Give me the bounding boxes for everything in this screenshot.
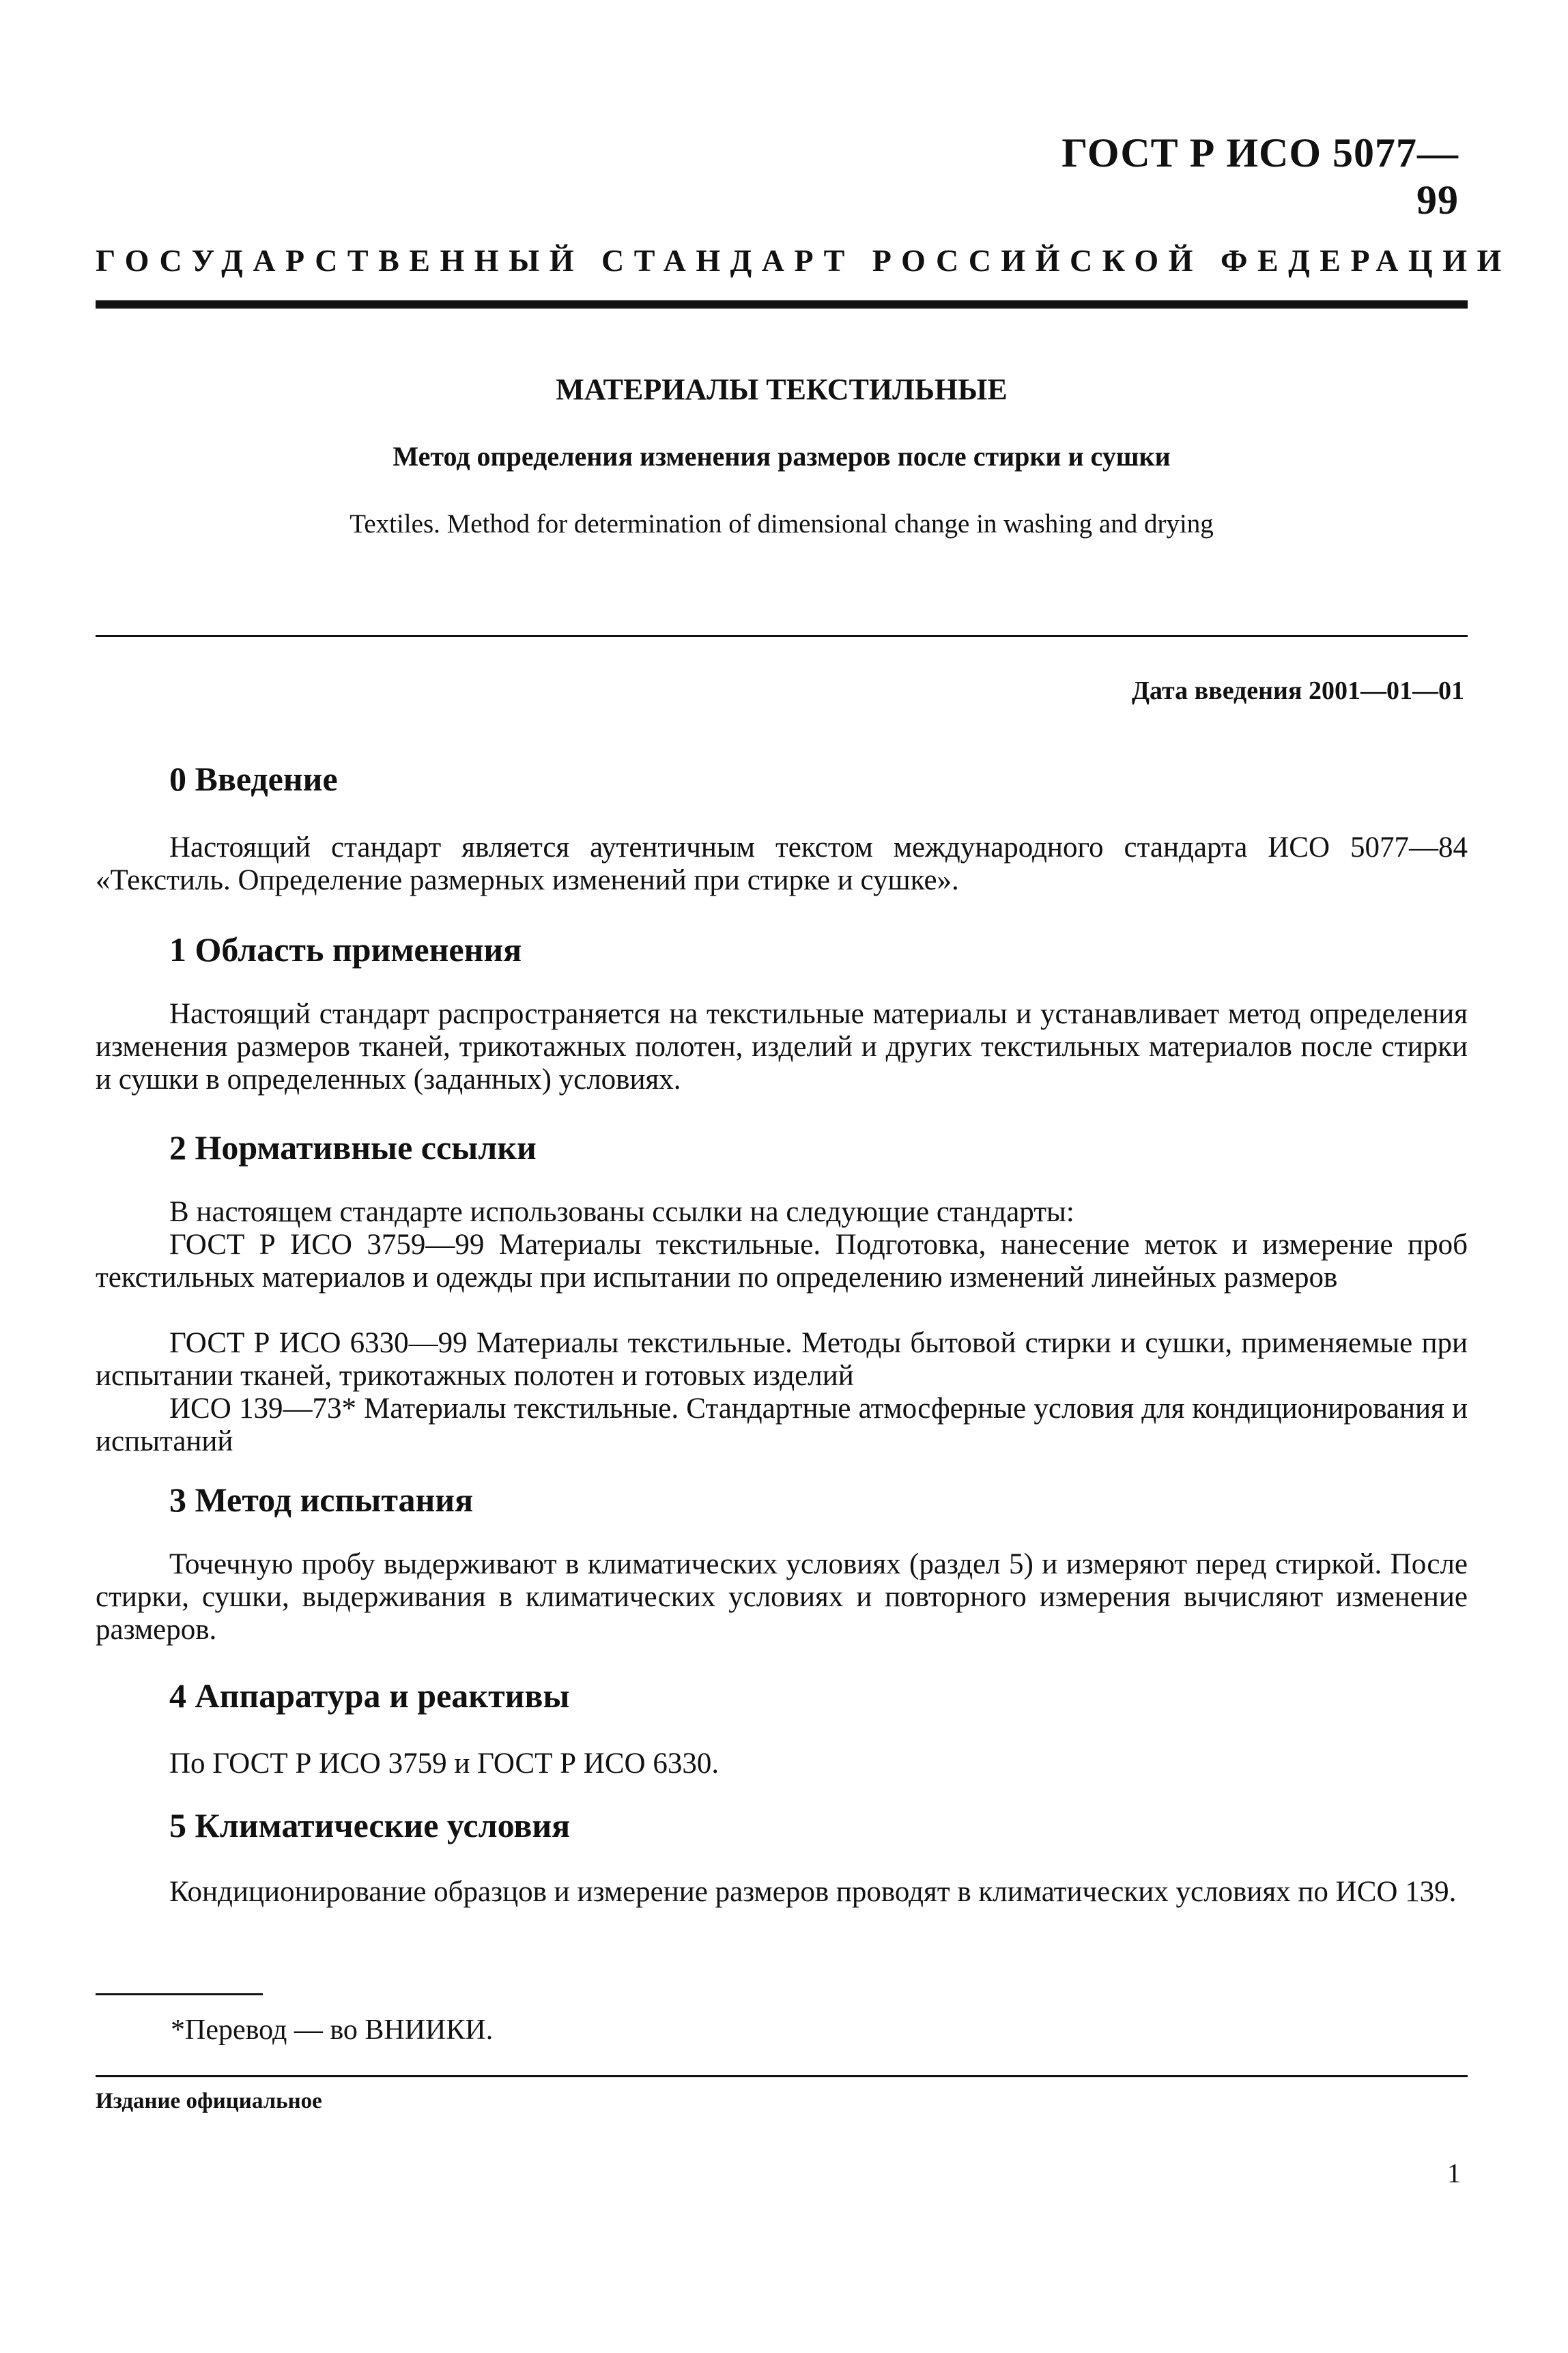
section-5-text xyxy=(96,1876,1468,1909)
footer-divider xyxy=(96,2075,1468,2077)
section-0-text xyxy=(96,831,1468,897)
section-4-text xyxy=(96,1748,1468,1780)
header-divider xyxy=(96,300,1468,309)
footnote: *Перевод — во ВНИИКИ. xyxy=(171,2014,494,2046)
section-3-text xyxy=(96,1548,1468,1646)
section-4-heading: 4 Аппаратура и реактивы xyxy=(169,1677,570,1715)
section-5-text-content: Кондиционирование образцов и измерение размеров проводят в климатических условиях по ИСО 139. xyxy=(169,1876,1457,1908)
section-1-heading: 1 Область применения xyxy=(169,930,522,969)
reference-gost-6330 xyxy=(96,1327,1468,1393)
state-standard-banner: ГОСУДАРСТВЕННЫЙ СТАНДАРТ РОССИЙСКОЙ ФЕДЕРАЦИИ xyxy=(96,243,1511,278)
reference-gost-6330-content: ГОСТ Р ИСО 6330—99 Материалы текстильные. Методы бытовой стирки и сушки, применяемые при испытании тканей, трикотажных полотен и готовых изделий xyxy=(96,1327,1468,1392)
section-0-heading: 0 Введение xyxy=(169,760,338,798)
title-divider xyxy=(96,635,1468,637)
section-4-text-content: По ГОСТ Р ИСО 3759 и ГОСТ Р ИСО 6330. xyxy=(169,1748,719,1780)
page-number: 1 xyxy=(1447,2158,1461,2188)
section-1-text xyxy=(96,998,1468,1096)
introduction-date: Дата введения 2001—01—01 xyxy=(1131,676,1464,705)
document-title: МАТЕРИАЛЫ ТЕКСТИЛЬНЫЕ xyxy=(556,373,1008,406)
reference-gost-3759-content: ГОСТ Р ИСО 3759—99 Материалы текстильные. Подготовка, нанесение меток и измерение проб текстильных материалов и одежды при испытании по определению изменений линейных размеров xyxy=(96,1229,1468,1294)
section-2-intro-content: В настоящем стандарте использованы ссылки на следующие стандарты: xyxy=(169,1196,1074,1228)
section-2-intro xyxy=(96,1196,1468,1229)
footnote-rule xyxy=(96,1993,263,1995)
document-code: ГОСТ Р ИСО 5077—99 xyxy=(1061,130,1459,223)
section-0-text-content: Настоящий стандарт является аутентичным текстом международного стандарта ИСО 5077—84 «Текстиль. Определение размерных изменений при стирке и сушке». xyxy=(96,831,1468,896)
section-3-text-content: Точечную пробу выдерживают в климатических условиях (раздел 5) и измеряют перед стиркой. После стирки, сушки, выдерживания в климатических условиях и повторного измерения вычисляют изменение размеров. xyxy=(96,1548,1468,1646)
reference-iso-139-content: ИСО 139—73* Материалы текстильные. Стандартные атмосферные условия для кондиционирования и испытаний xyxy=(96,1393,1468,1457)
english-title: Textiles. Method for determination of dimensional change in washing and drying xyxy=(350,509,1214,539)
edition-label: Издание официальное xyxy=(96,2089,322,2113)
section-2-heading: 2 Нормативные ссылки xyxy=(169,1128,537,1167)
document-subtitle: Метод определения изменения размеров после стирки и сушки xyxy=(393,441,1171,472)
section-5-heading: 5 Климатические условия xyxy=(169,1806,571,1844)
section-1-text-content: Настоящий стандарт распространяется на текстильные материалы и устанавливает метод определения изменения размеров тканей, трикотажных полотен, изделий и других текстильных материалов после стирки и сушки в определенных (заданных) условиях. xyxy=(96,998,1468,1096)
reference-iso-139 xyxy=(96,1393,1468,1458)
reference-gost-3759 xyxy=(96,1229,1468,1294)
section-3-heading: 3 Метод испытания xyxy=(169,1481,474,1519)
